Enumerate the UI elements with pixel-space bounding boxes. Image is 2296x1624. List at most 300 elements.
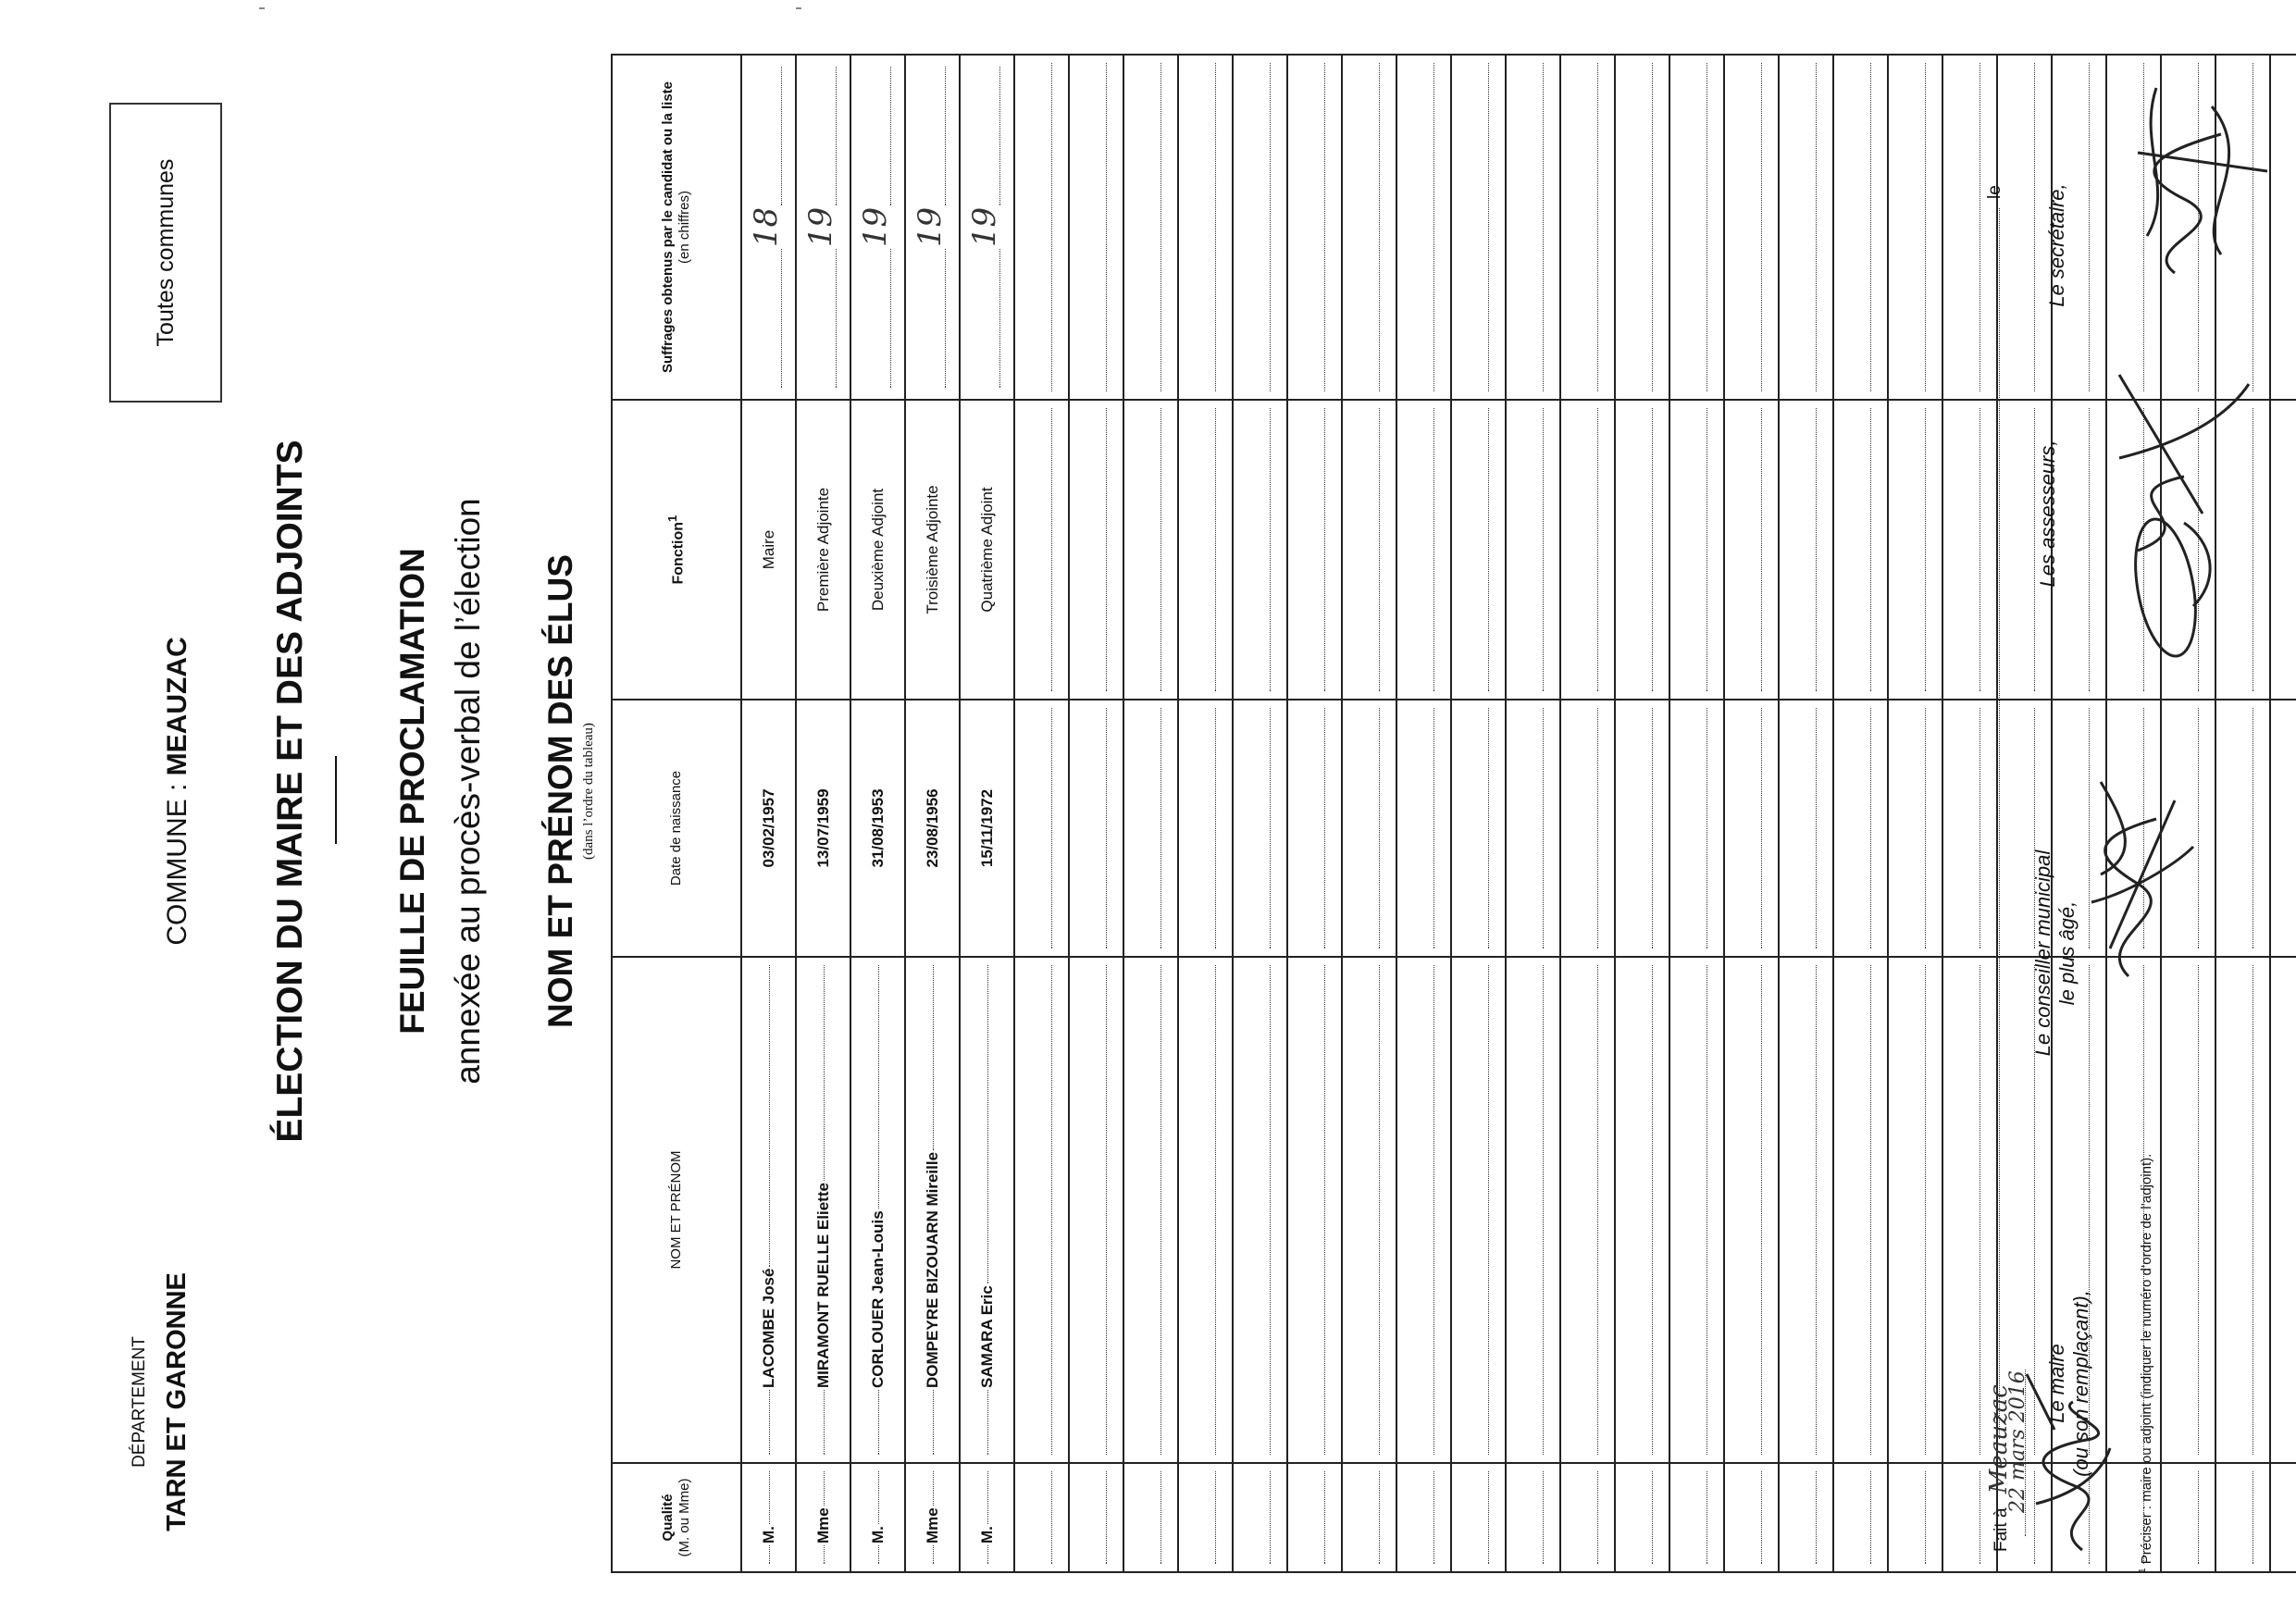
empty-cell bbox=[1233, 700, 1287, 957]
dots bbox=[1359, 63, 1380, 391]
dots bbox=[944, 249, 946, 388]
cell-suffrages bbox=[741, 55, 796, 400]
cell-nom bbox=[796, 957, 850, 1463]
empty-cell bbox=[1560, 400, 1615, 700]
qualite-wrap bbox=[978, 1464, 997, 1571]
cell-qualite bbox=[905, 1463, 960, 1572]
departement-label: DÉPARTEMENT bbox=[130, 1336, 149, 1468]
empty-cell bbox=[1178, 400, 1233, 700]
empty-cell bbox=[1014, 700, 1069, 957]
suffrages-value: 19 bbox=[801, 206, 839, 248]
title-divider bbox=[335, 756, 337, 844]
empty-cell bbox=[1615, 700, 1669, 957]
dots bbox=[1577, 1471, 1598, 1564]
dots bbox=[822, 1390, 825, 1455]
header-fonction bbox=[612, 400, 741, 700]
nom-value: CORLOUER Jean-Louis bbox=[868, 1210, 887, 1388]
cell-fonction: Maire bbox=[741, 400, 796, 700]
dots bbox=[1959, 1471, 1980, 1564]
dots bbox=[1795, 63, 1817, 391]
empty-cell bbox=[1506, 1463, 1560, 1572]
dots bbox=[1522, 408, 1544, 691]
dots bbox=[1522, 708, 1544, 948]
annexe-subtitle: annexée au procès-verbal de l’élection bbox=[449, 498, 487, 1085]
dots bbox=[2287, 1471, 2296, 1564]
dots bbox=[1086, 1471, 1107, 1564]
empty-cell bbox=[1669, 400, 1724, 700]
cell-date: 15/11/1972 bbox=[960, 700, 1014, 957]
empty-cell bbox=[1779, 55, 1833, 400]
empty-cell bbox=[1506, 55, 1560, 400]
dots bbox=[1086, 708, 1107, 948]
dots bbox=[931, 1471, 934, 1506]
empty-cell bbox=[1669, 700, 1724, 957]
empty-cell bbox=[1233, 55, 1287, 400]
dots bbox=[822, 965, 825, 1181]
empty-cell bbox=[1342, 700, 1396, 957]
dots bbox=[1140, 1471, 1161, 1564]
empty-cell bbox=[1506, 700, 1560, 957]
suffrages-wrap bbox=[856, 56, 897, 399]
empty-cell bbox=[1724, 957, 1779, 1463]
suffrages-wrap bbox=[747, 56, 788, 399]
secretaire-role: Le secrétaire, bbox=[2045, 183, 2068, 307]
empty-cell bbox=[2215, 1463, 2270, 1572]
footnote-text: Préciser : maire ou adjoint (indiquer le numéro d’ordre de l’adjoint). bbox=[2139, 1153, 2154, 1568]
empty-cell bbox=[1888, 1463, 1942, 1572]
binder-mark bbox=[796, 7, 801, 9]
dots bbox=[1304, 408, 1325, 691]
qualite-value: Mme bbox=[813, 1507, 832, 1543]
dots bbox=[1468, 1471, 1489, 1564]
empty-cell bbox=[1888, 957, 1942, 1463]
qualite-wrap bbox=[814, 1464, 833, 1571]
empty-cell bbox=[2270, 957, 2296, 1463]
dots bbox=[1850, 408, 1871, 691]
dots bbox=[1086, 63, 1107, 391]
empty-cell bbox=[1615, 957, 1669, 1463]
dots bbox=[876, 1390, 879, 1455]
empty-cell bbox=[1724, 700, 1779, 957]
dots bbox=[1031, 708, 1052, 948]
empty-cell bbox=[1123, 400, 1178, 700]
empty-cell bbox=[1069, 957, 1123, 1463]
qualite-value: Mme bbox=[923, 1507, 941, 1543]
dots bbox=[1741, 708, 1762, 948]
dots bbox=[1632, 708, 1653, 948]
dots bbox=[1522, 1471, 1544, 1564]
nom-value: MIRAMONT RUELLE Eliette bbox=[813, 1183, 832, 1388]
dots bbox=[1413, 965, 1434, 1455]
dots bbox=[1086, 408, 1107, 691]
dots bbox=[835, 249, 837, 388]
empty-cell bbox=[1779, 700, 1833, 957]
dots bbox=[1359, 1471, 1380, 1564]
fait-a-value: Meauzac bbox=[1985, 1384, 2013, 1494]
dots bbox=[1413, 408, 1434, 691]
empty-table-row bbox=[1560, 55, 1615, 1572]
dots bbox=[1140, 408, 1161, 691]
empty-cell bbox=[1178, 957, 1233, 1463]
empty-cell bbox=[1888, 55, 1942, 400]
empty-cell bbox=[1287, 55, 1342, 400]
empty-cell bbox=[1779, 400, 1833, 700]
empty-cell bbox=[1833, 700, 1888, 957]
cell-fonction: Première Adjointe bbox=[796, 400, 850, 700]
dots bbox=[780, 67, 782, 205]
cell-qualite bbox=[741, 1463, 796, 1572]
cell-nom bbox=[960, 957, 1014, 1463]
empty-cell bbox=[1233, 400, 1287, 700]
empty-cell bbox=[1342, 400, 1396, 700]
dots bbox=[1522, 965, 1544, 1455]
empty-cell bbox=[1724, 400, 1779, 700]
table-row bbox=[796, 55, 850, 1572]
dots bbox=[1905, 408, 1926, 691]
cell-date: 03/02/1957 bbox=[741, 700, 796, 957]
dots bbox=[1468, 708, 1489, 948]
dots bbox=[2232, 1471, 2253, 1564]
dots bbox=[1304, 1471, 1325, 1564]
empty-cell bbox=[1342, 55, 1396, 400]
empty-cell bbox=[1233, 957, 1287, 1463]
dots bbox=[1031, 408, 1052, 691]
dots bbox=[1632, 1471, 1653, 1564]
cell-suffrages bbox=[905, 55, 960, 400]
empty-cell bbox=[1724, 55, 1779, 400]
table-row bbox=[741, 55, 796, 1572]
qualite-wrap bbox=[760, 1464, 778, 1571]
dots bbox=[1741, 63, 1762, 391]
empty-table-row bbox=[1123, 55, 1178, 1572]
empty-cell bbox=[1942, 400, 1997, 700]
table-header-row bbox=[612, 55, 741, 1572]
empty-cell bbox=[2270, 700, 2296, 957]
dots bbox=[822, 1471, 825, 1506]
empty-cell bbox=[1669, 957, 1724, 1463]
empty-cell bbox=[1560, 700, 1615, 957]
dots bbox=[1195, 965, 1216, 1455]
empty-cell bbox=[2161, 1463, 2215, 1572]
maire-role-sub: (ou son remplaçant), bbox=[2069, 1290, 2093, 1477]
empty-cell bbox=[1014, 400, 1069, 700]
dots bbox=[2232, 708, 2253, 948]
dots bbox=[889, 249, 891, 388]
empty-cell bbox=[1833, 957, 1888, 1463]
cell-suffrages bbox=[796, 55, 850, 400]
empty-cell bbox=[1123, 957, 1178, 1463]
empty-cell bbox=[1560, 957, 1615, 1463]
empty-cell bbox=[2215, 957, 2270, 1463]
dots bbox=[2014, 408, 2035, 691]
dots bbox=[1850, 708, 1871, 948]
empty-cell bbox=[1342, 957, 1396, 1463]
dots bbox=[876, 1545, 879, 1564]
empty-cell bbox=[1942, 55, 1997, 400]
footnote bbox=[2138, 1154, 2154, 1573]
dots bbox=[1359, 965, 1380, 1455]
header-suffrages-label: Suffrages obtenus par le candidat ou la liste bbox=[660, 81, 676, 374]
empty-table-row bbox=[1888, 55, 1942, 1572]
empty-cell bbox=[1506, 957, 1560, 1463]
dots bbox=[835, 67, 837, 205]
dots bbox=[1413, 63, 1434, 391]
empty-table-row bbox=[1779, 55, 1833, 1572]
assesseurs-signature bbox=[2082, 356, 2267, 662]
nom-wrap bbox=[814, 958, 833, 1462]
secretaire-signature bbox=[2119, 69, 2277, 291]
dots bbox=[1741, 965, 1762, 1455]
dots bbox=[1577, 965, 1598, 1455]
empty-cell bbox=[1615, 1463, 1669, 1572]
dots bbox=[2287, 408, 2296, 691]
dots bbox=[1795, 408, 1817, 691]
empty-cell bbox=[1888, 400, 1942, 700]
empty-table-row bbox=[1233, 55, 1287, 1572]
commune-prefix: COMMUNE : bbox=[162, 775, 192, 946]
dots bbox=[1632, 63, 1653, 391]
dots bbox=[1195, 408, 1216, 691]
dots bbox=[1413, 1471, 1434, 1564]
dots bbox=[1795, 1471, 1817, 1564]
dots bbox=[986, 965, 988, 1283]
header-qualite bbox=[612, 1463, 741, 1572]
empty-cell bbox=[1615, 55, 1669, 400]
empty-cell bbox=[2161, 957, 2215, 1463]
empty-table-row bbox=[1833, 55, 1888, 1572]
suffrages-value: 18 bbox=[747, 206, 785, 248]
fait-a-label: Fait à bbox=[1992, 1507, 2011, 1552]
qualite-value: M. bbox=[759, 1526, 777, 1543]
empty-table-row bbox=[1069, 55, 1123, 1572]
dots bbox=[1031, 1471, 1052, 1564]
fait-a-dotted-line bbox=[1999, 208, 2000, 1439]
empty-cell bbox=[1669, 55, 1724, 400]
nom-prenom-heading: NOM ET PRÉNOM DES ÉLUS bbox=[541, 554, 579, 1028]
dots bbox=[1086, 965, 1107, 1455]
header-qualite-label: Qualité bbox=[660, 1494, 676, 1542]
dots bbox=[1304, 708, 1325, 948]
empty-cell bbox=[1287, 400, 1342, 700]
empty-cell bbox=[1451, 400, 1506, 700]
empty-table-row bbox=[1615, 55, 1669, 1572]
dots bbox=[876, 1471, 879, 1524]
dots bbox=[1468, 408, 1489, 691]
empty-cell bbox=[1178, 700, 1233, 957]
dots bbox=[1686, 63, 1707, 391]
dots bbox=[931, 1390, 934, 1455]
dots bbox=[931, 1545, 934, 1564]
dots bbox=[986, 1390, 988, 1455]
dots bbox=[1686, 708, 1707, 948]
empty-cell bbox=[1506, 400, 1560, 700]
assesseurs-role: Les assesseurs, bbox=[2036, 440, 2059, 588]
dots bbox=[999, 67, 1000, 205]
empty-table-row bbox=[1724, 55, 1779, 1572]
dots bbox=[1686, 965, 1707, 1455]
dots bbox=[2014, 63, 2035, 391]
nom-wrap bbox=[760, 958, 778, 1462]
dots bbox=[1686, 408, 1707, 691]
dots bbox=[767, 1471, 770, 1524]
empty-cell bbox=[1997, 55, 2052, 400]
dots bbox=[1905, 965, 1926, 1455]
dots bbox=[1959, 408, 1980, 691]
dots bbox=[931, 965, 934, 1150]
empty-table-row bbox=[1506, 55, 1560, 1572]
empty-cell bbox=[1779, 1463, 1833, 1572]
table-row bbox=[850, 55, 905, 1572]
toutes-communes-box bbox=[109, 103, 222, 403]
qualite-value: M. bbox=[977, 1526, 996, 1543]
header-suffrages-sub: (en chiffres) bbox=[676, 191, 692, 264]
dots bbox=[2287, 63, 2296, 391]
dots bbox=[1249, 63, 1271, 391]
table-row bbox=[960, 55, 1014, 1572]
suffrages-wrap bbox=[911, 56, 951, 399]
ordre-note: (dans l’ordre du tableau) bbox=[581, 723, 596, 860]
empty-cell bbox=[1396, 700, 1451, 957]
empty-cell bbox=[1178, 1463, 1233, 1572]
conseiller-role-sub: le plus âgé, bbox=[2055, 900, 2079, 1006]
maire-role-label: Le maire bbox=[2045, 1344, 2068, 1423]
empty-cell bbox=[1287, 1463, 1342, 1572]
empty-cell bbox=[1451, 1463, 1506, 1572]
dots bbox=[1741, 1471, 1762, 1564]
dots bbox=[1905, 1471, 1926, 1564]
qualite-wrap bbox=[924, 1464, 942, 1571]
cell-qualite bbox=[850, 1463, 905, 1572]
header-date: Date de naissance bbox=[612, 700, 741, 957]
suffrages-value: 19 bbox=[965, 206, 1003, 248]
empty-cell bbox=[1014, 1463, 1069, 1572]
empty-cell bbox=[1560, 1463, 1615, 1572]
dots bbox=[1140, 708, 1161, 948]
nom-value: LACOMBE José bbox=[759, 1268, 777, 1388]
conseiller-role-label: Le conseiller municipal bbox=[2031, 849, 2054, 1057]
dots bbox=[1195, 63, 1216, 391]
empty-cell bbox=[1451, 700, 1506, 957]
suffrages-wrap bbox=[965, 56, 1006, 399]
dots bbox=[1850, 965, 1871, 1455]
le-label: le bbox=[1985, 185, 2004, 199]
dots bbox=[1632, 965, 1653, 1455]
nom-wrap bbox=[978, 958, 997, 1462]
empty-cell bbox=[1396, 957, 1451, 1463]
empty-cell bbox=[1615, 400, 1669, 700]
empty-cell bbox=[1888, 700, 1942, 957]
binder-mark bbox=[259, 7, 265, 9]
dots bbox=[1795, 708, 1817, 948]
commune-name: MEAUZAC bbox=[162, 637, 192, 776]
dots bbox=[1522, 63, 1544, 391]
footnote-mark: 1 bbox=[2138, 1568, 2148, 1573]
cell-nom bbox=[850, 957, 905, 1463]
empty-cell bbox=[2270, 400, 2296, 700]
header-fonction-label: Fonction bbox=[670, 521, 687, 585]
empty-cell bbox=[1451, 55, 1506, 400]
dots bbox=[1140, 63, 1161, 391]
nom-value: DOMPEYRE BIZOUARN Mireille bbox=[923, 1151, 941, 1388]
empty-cell bbox=[1233, 1463, 1287, 1572]
empty-table-row bbox=[1942, 55, 1997, 1572]
suffrages-value: 19 bbox=[856, 206, 894, 248]
dots bbox=[822, 1545, 825, 1564]
empty-cell bbox=[2270, 1463, 2296, 1572]
table-row bbox=[905, 55, 960, 1572]
cell-date: 31/08/1953 bbox=[850, 700, 905, 957]
empty-cell bbox=[1069, 55, 1123, 400]
empty-cell bbox=[1396, 55, 1451, 400]
dots bbox=[1140, 965, 1161, 1455]
dots bbox=[1468, 965, 1489, 1455]
conseiller-signature bbox=[2073, 763, 2203, 986]
empty-cell bbox=[1014, 957, 1069, 1463]
nom-value: SAMARA Eric bbox=[977, 1285, 996, 1388]
cell-suffrages bbox=[850, 55, 905, 400]
dots bbox=[986, 1545, 988, 1564]
dots bbox=[780, 249, 782, 388]
dots bbox=[1905, 63, 1926, 391]
dots bbox=[1304, 965, 1325, 1455]
dots bbox=[1959, 63, 1980, 391]
nom-wrap bbox=[869, 958, 887, 1462]
qualite-value: M. bbox=[868, 1526, 887, 1543]
empty-cell bbox=[1287, 957, 1342, 1463]
header-fonction-sup: 1 bbox=[665, 514, 680, 522]
dots bbox=[1850, 1471, 1871, 1564]
dots bbox=[889, 67, 891, 205]
empty-cell bbox=[1069, 1463, 1123, 1572]
dots bbox=[2287, 965, 2296, 1455]
empty-cell bbox=[1123, 1463, 1178, 1572]
dots bbox=[1795, 965, 1817, 1455]
dots bbox=[1686, 1471, 1707, 1564]
dots bbox=[1031, 965, 1052, 1455]
commune-line bbox=[162, 560, 193, 1023]
cell-suffrages bbox=[960, 55, 1014, 400]
empty-cell bbox=[1069, 400, 1123, 700]
dots bbox=[2232, 965, 2253, 1455]
dots bbox=[1577, 408, 1598, 691]
dots bbox=[1959, 708, 1980, 948]
dots bbox=[1031, 63, 1052, 391]
feuille-title: FEUILLE DE PROCLAMATION bbox=[393, 548, 431, 1035]
dots bbox=[999, 249, 1000, 388]
dots bbox=[1195, 708, 1216, 948]
empty-cell bbox=[1178, 55, 1233, 400]
empty-table-row bbox=[1287, 55, 1342, 1572]
suffrages-wrap bbox=[801, 56, 842, 399]
dots bbox=[1468, 63, 1489, 391]
empty-table-row bbox=[1669, 55, 1724, 1572]
dots bbox=[1249, 408, 1271, 691]
dots bbox=[1959, 965, 1980, 1455]
cell-qualite bbox=[960, 1463, 1014, 1572]
dots bbox=[1249, 1471, 1271, 1564]
qualite-wrap bbox=[869, 1464, 887, 1571]
suffrages-value: 19 bbox=[911, 206, 949, 248]
dots bbox=[944, 67, 946, 205]
cell-fonction: Troisième Adjointe bbox=[905, 400, 960, 700]
empty-cell bbox=[1724, 1463, 1779, 1572]
dots bbox=[1359, 408, 1380, 691]
empty-cell bbox=[1833, 55, 1888, 400]
dots bbox=[1304, 63, 1325, 391]
dots bbox=[1850, 63, 1871, 391]
empty-cell bbox=[1560, 55, 1615, 400]
empty-cell bbox=[1833, 1463, 1888, 1572]
